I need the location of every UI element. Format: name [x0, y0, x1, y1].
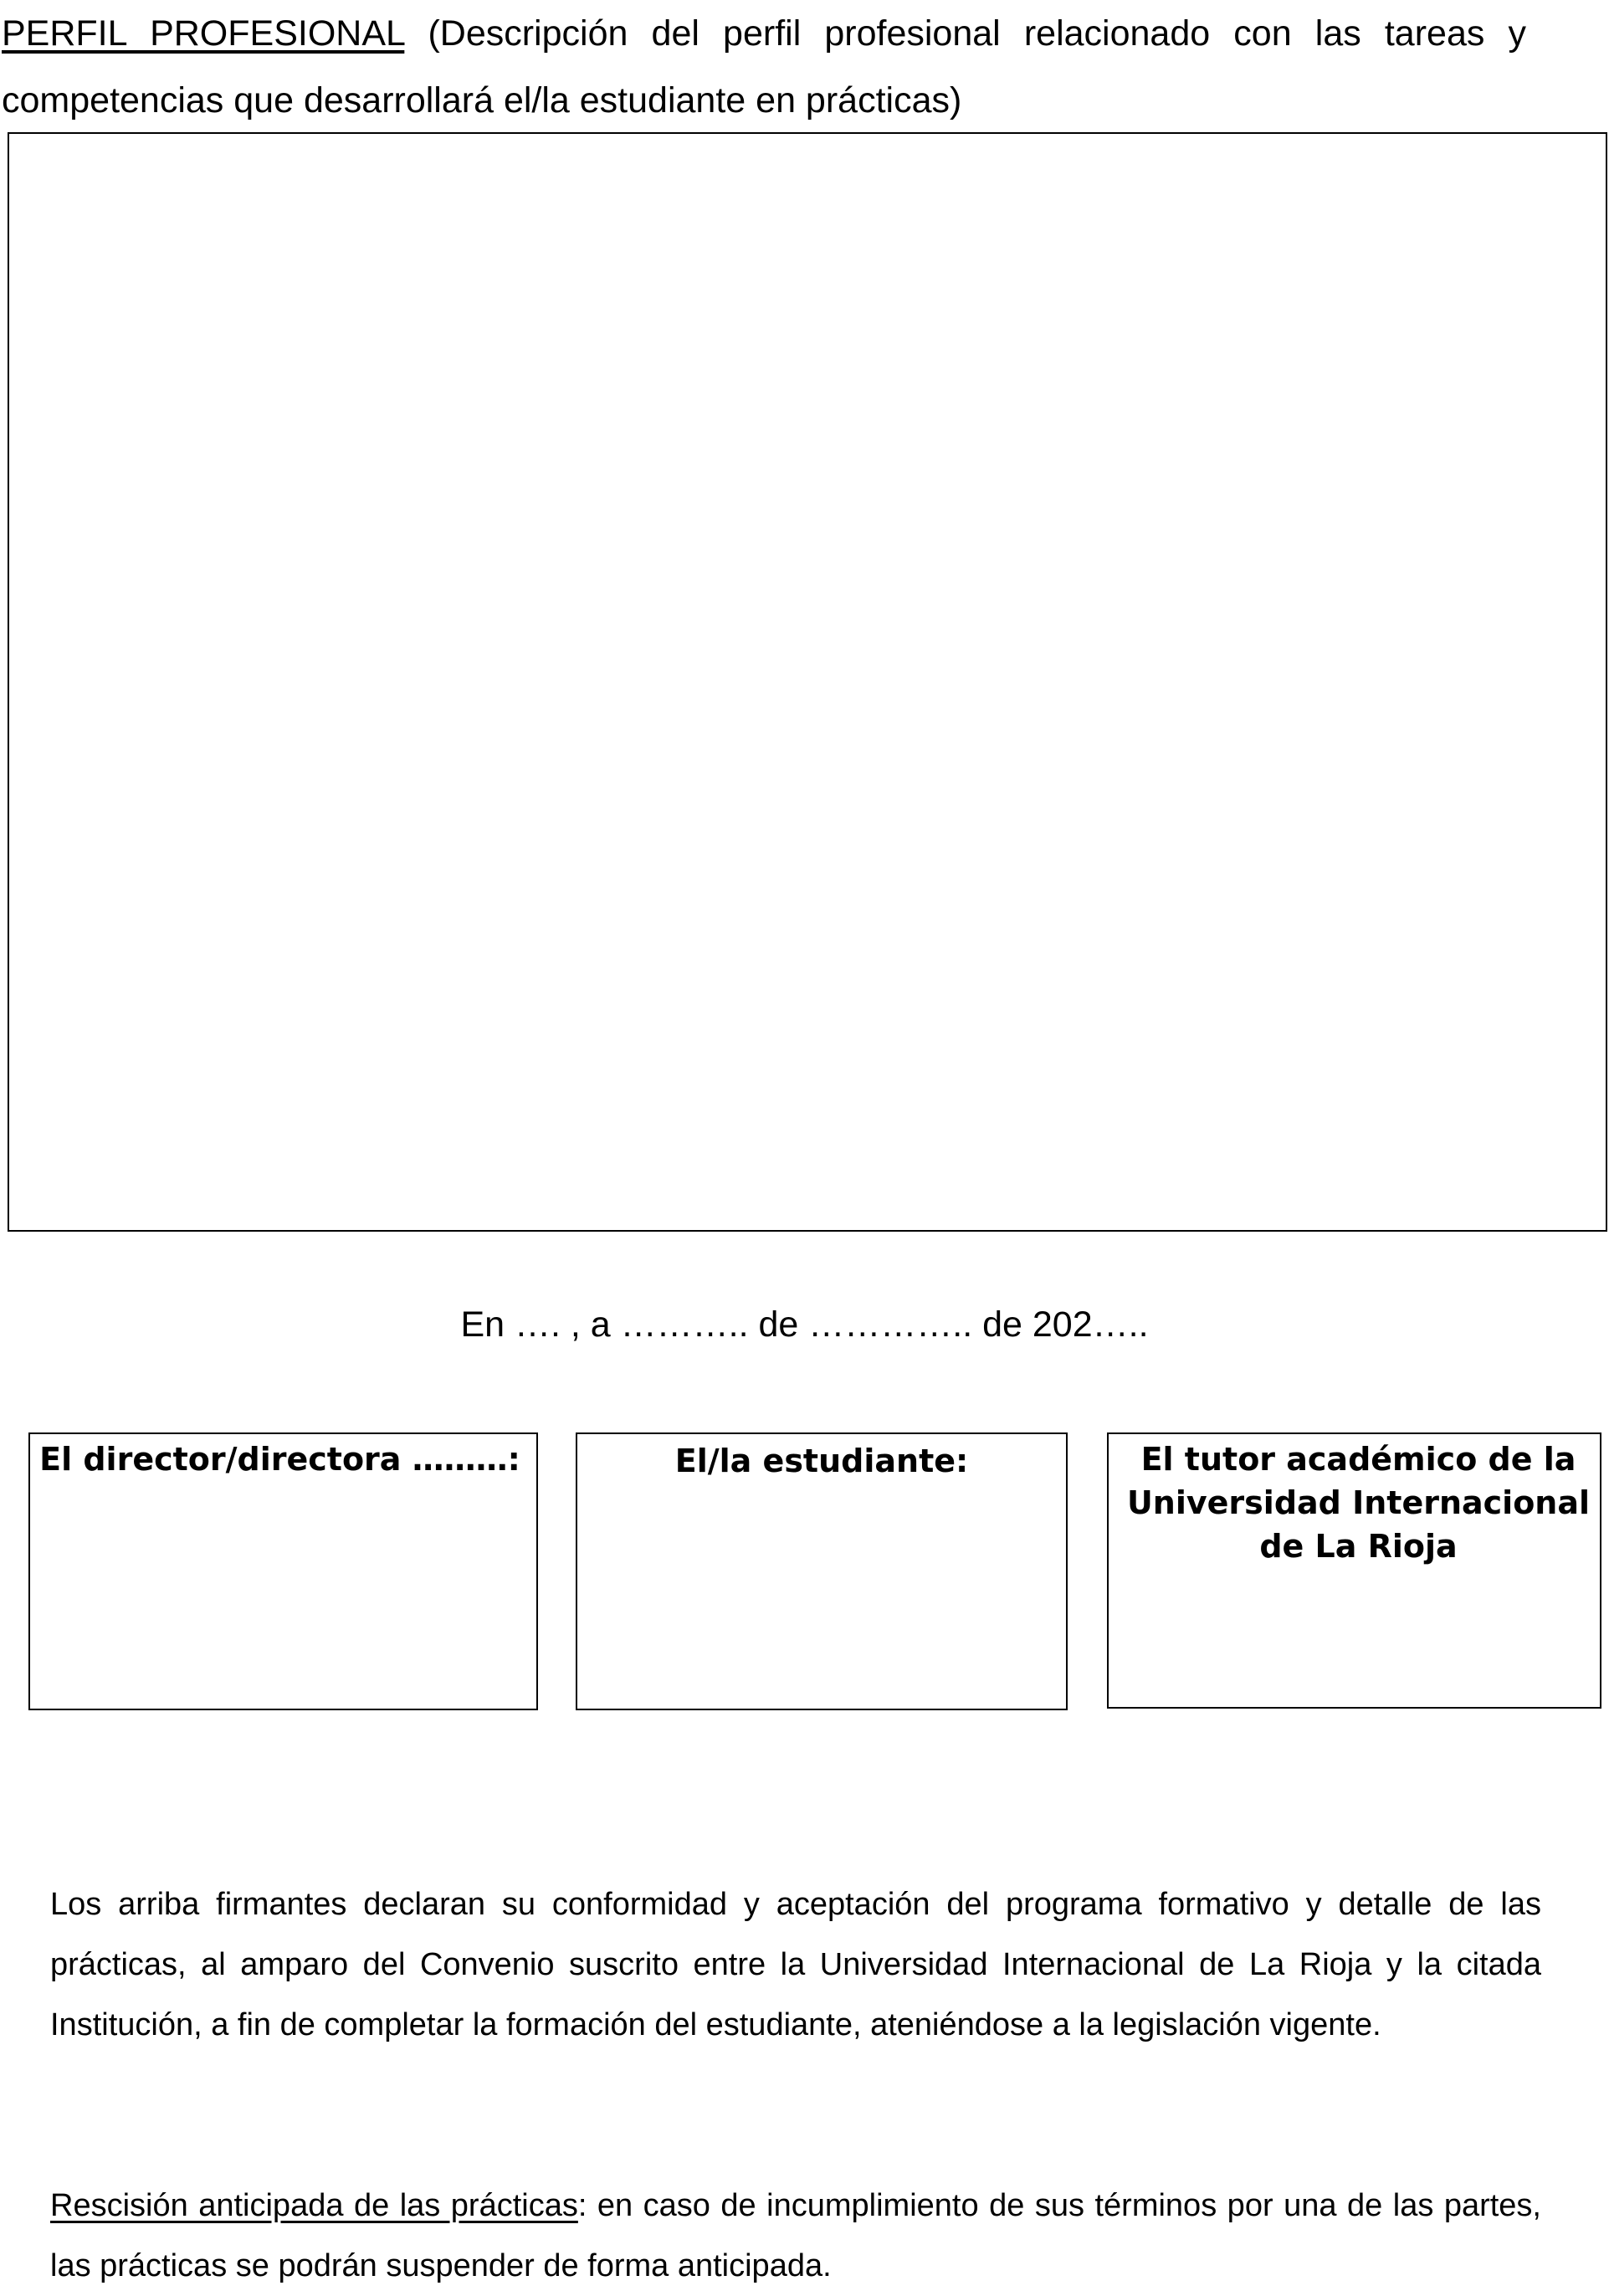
student-signature-label: El/la estudiante:: [674, 1443, 969, 1479]
perfil-profesional-heading: [2, 0, 1526, 134]
declaration-paragraph: Los arriba firmantes declaran su conformidad y aceptación del programa formativo y detalle de las prácticas, al amparo del Convenio suscrito entre la Universidad Internacional de La Rioja y la citada Institución, a fin de completar la formación del estudiante, ateniéndose a la legislación vigente.: [50, 1887, 1541, 2042]
student-signature-box[interactable]: [576, 1432, 1068, 1710]
rescision-paragraph: [50, 2176, 1541, 2296]
tutor-signature-box[interactable]: [1107, 1432, 1601, 1709]
rescision-label: Rescisión anticipada de las prácticas: [50, 2188, 578, 2223]
perfil-profesional-label: PERFIL PROFESIONAL: [2, 13, 405, 54]
rescision-text: : en caso de incumplimiento de sus términos por una de las partes, las prácticas se podrán suspender de forma anticipada.: [50, 2188, 1541, 2283]
perfil-profesional-description: (Descripción del perfil profesional relacionado con las tareas y competencias que desarrollará el/la estudiante en prácticas): [2, 13, 1526, 120]
director-signature-label: El director/directora ………:: [39, 1441, 520, 1478]
perfil-profesional-box[interactable]: [8, 132, 1607, 1232]
director-signature-box[interactable]: [28, 1432, 538, 1710]
date-place-line: En …. , a ……….. de ………….. de 202…..: [460, 1304, 1149, 1345]
tutor-signature-label: El tutor académico de la Universidad Internacional de La Rioja: [1126, 1441, 1591, 1565]
